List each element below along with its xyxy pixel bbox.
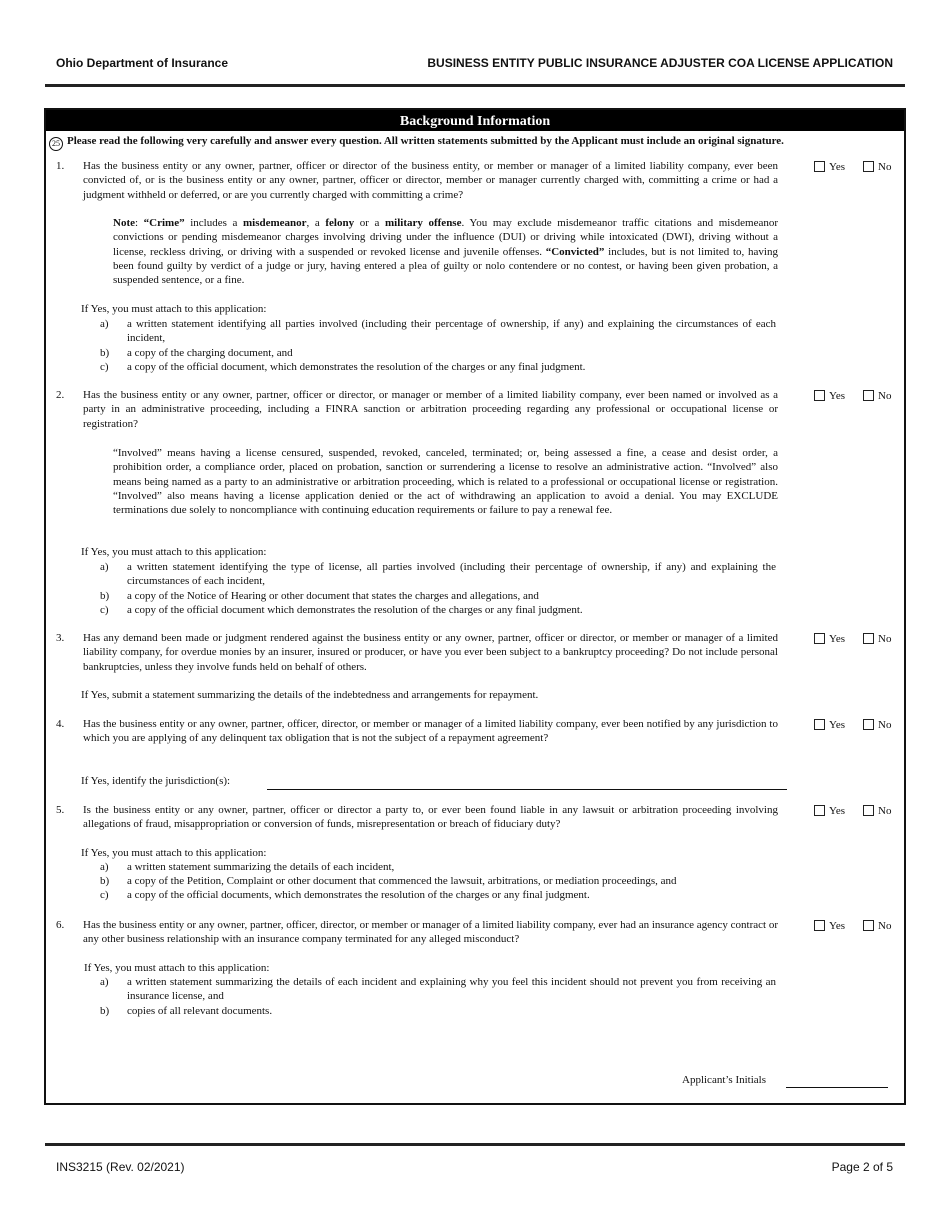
question-6-text: Has the business entity or any owner, partner, officer, director, or member or manager of a limited liability company, ever had an insurance agency contract or any other business relationship with an insurance company terminated for any alleged misconduct? — [83, 919, 778, 946]
item-letter: c) — [100, 604, 109, 616]
no-label: No — [878, 633, 892, 645]
item-letter: c) — [100, 361, 109, 373]
no-label: No — [878, 920, 892, 932]
agency-name: Ohio Department of Insurance — [56, 56, 229, 70]
question-1-text: Has the business entity or any owner, partner, officer or director of the business entity, or member or manager of a limited liability company, ever been convicted of, or is the business entity or any owner, partner, officer or director, member or manager currently charged with, committing a crime or had a judgment withheld or deferred, or are you currently charged with committing a crime? — [83, 160, 778, 201]
item-letter: b) — [100, 590, 110, 602]
question-6-yes-checkbox[interactable] — [814, 920, 825, 931]
yes-label: Yes — [829, 633, 846, 645]
felony-term: felony — [325, 217, 355, 229]
question-5-yes-checkbox[interactable] — [814, 805, 825, 816]
item-text: a written statement summarizing the details of each incident and explaining why you feel this incident should not prevent you from receiving an insurance license, and — [127, 976, 776, 1003]
yes-label: Yes — [829, 805, 846, 817]
question-1-note: Note: “Crime” includes a misdemeanor, a felony or a military offense. You may exclude misdemeanor traffic citations and misdemeanor convictions or pending misdemeanor charges involving driving under the influence (DUI) or driving while intoxicated (DWI), driving without a license, reckless driving, or driving with a suspended or revoked license and juvenile offenses. “Convicted” includes, but is not limited to, having been found guilty by verdict of a judge or jury, having entered a plea of guilty or nolo contendere or no contest, or having been given probation, a suspended sentence, or a fine. — [113, 217, 779, 287]
note-fragment: , a — [306, 217, 326, 229]
question-5-number: 5. — [56, 804, 65, 816]
form-number: INS3215 (Rev. 02/2021) — [56, 1160, 185, 1174]
question-5-if-yes: If Yes, you must attach to this application: — [81, 847, 267, 859]
applicant-initials-label: Applicant’s Initials — [682, 1074, 767, 1086]
footer-divider — [45, 1143, 905, 1146]
question-2-text: Has the business entity or any owner, partner, officer or director, or manager or member of a limited liability company, ever been named or involved as a party in an administrative proceeding, including a FINRA sanction or arbitration proceeding regarding any professional or occupational license or registration? — [83, 389, 778, 430]
question-3-text: Has any demand been made or judgment rendered against the business entity or any owner, partner, officer or director, or member or manager of a limited liability company, for overdue monies by an insurer, insured or producer, or have you ever been subject to a bankruptcy proceeding? Do not include personal bankruptcies, unless they involve funds held on behalf of others. — [83, 632, 778, 673]
note-fragment: includes, but is not limited to, having been found guilty by verdict of a judge or jury, having entered a plea of guilty or nolo contendere or no contest, or having been given probation, a suspended sentence, or a fine. — [113, 245, 778, 287]
item-text: a written statement identifying the type of license, all parties involved (including their percentage of ownership, if any) and explaining the circumstances of each incident, — [127, 561, 776, 588]
question-4-number: 4. — [56, 718, 65, 730]
question-2-yes-checkbox[interactable] — [814, 390, 825, 401]
question-2-if-yes: If Yes, you must attach to this application: — [81, 546, 267, 558]
item-text: a copy of the official document, which demonstrates the resolution of the charges or any final judgment. — [127, 361, 586, 373]
yes-label: Yes — [829, 390, 846, 402]
question-5-text: Is the business entity or any owner, partner, officer or director a party to, or ever been found liable in any lawsuit or arbitration proceeding involving allegations of fraud, misappropriation or conversion of funds, misrepresentation or breach of fiduciary duty? — [83, 804, 778, 831]
background-information-section — [44, 108, 906, 1105]
question-3-if-yes: If Yes, submit a statement summarizing the details of the indebtedness and arrangements for repayment. — [81, 689, 539, 701]
question-4-no-checkbox[interactable] — [863, 719, 874, 730]
no-label: No — [878, 390, 892, 402]
header-divider — [45, 84, 905, 87]
item-letter: a) — [100, 976, 109, 988]
note-label: Note — [113, 217, 135, 229]
applicant-initials-input[interactable] — [786, 1087, 888, 1088]
question-3-answer — [814, 632, 891, 646]
question-4-answer — [814, 718, 891, 732]
item-letter: b) — [100, 1005, 110, 1017]
question-4-text: Has the business entity or any owner, partner, officer, director, or member or manager of a limited liability company, ever been notified by any jurisdiction to which you are applying of any delinquent tax obligation that is not the subject of a repayment agreement? — [83, 718, 778, 745]
no-label: No — [878, 161, 892, 173]
note-fragment: or a — [354, 217, 385, 229]
item-text: a written statement identifying all parties involved (including their percentage of ownership, if any) and explaining the circumstances of each incident, — [127, 318, 776, 345]
page-number: Page 2 of 5 — [831, 1160, 893, 1174]
question-1-answer — [814, 160, 891, 174]
question-5-no-checkbox[interactable] — [863, 805, 874, 816]
crime-term: “Crime” — [143, 217, 185, 229]
question-4-if-yes: If Yes, identify the jurisdiction(s): — [81, 775, 231, 787]
item-letter: a) — [100, 318, 109, 330]
question-1-yes-checkbox[interactable] — [814, 161, 825, 172]
form-title: BUSINESS ENTITY PUBLIC INSURANCE ADJUSTER COA LICENSE APPLICATION — [427, 56, 893, 70]
jurisdiction-input[interactable] — [267, 789, 787, 790]
item-letter: c) — [100, 889, 109, 901]
question-2-answer — [814, 389, 891, 403]
question-1-if-yes: If Yes, you must attach to this application: — [81, 303, 267, 315]
question-6-no-checkbox[interactable] — [863, 920, 874, 931]
item-text: a copy of the Petition, Complaint or other document that commenced the lawsuit, arbitrations, or mediation proceedings, and — [127, 875, 677, 887]
item-text: a written statement summarizing the details of each incident, — [127, 861, 395, 873]
question-5-answer — [814, 804, 891, 818]
item-text: a copy of the charging document, and — [127, 347, 293, 359]
note-fragment: includes a — [184, 217, 243, 229]
military-offense-term: military offense — [385, 217, 462, 229]
question-6-answer — [814, 919, 891, 933]
question-2-number: 2. — [56, 389, 65, 401]
question-2-note: “Involved” means having a license censured, suspended, revoked, canceled, terminated; or, being assessed a fine, a cease and desist order, a prohibition order, a compliance order, placed on probation, sanction or surrendering a license to resolve an administrative action. “Involved” also means being named as a party to an administrative or arbitration proceeding, which is related to a professional or occupational license or registration. “Involved” also means having a license application denied or the act of withdrawing an application to avoid a denial. You may EXCLUDE terminations due solely to noncompliance with continuing education requirements or failure to pay a renewal fee. — [113, 447, 778, 517]
question-4-yes-checkbox[interactable] — [814, 719, 825, 730]
item-letter: a) — [100, 861, 109, 873]
question-6-number: 6. — [56, 919, 65, 931]
misdemeanor-term: misdemeanor — [242, 217, 307, 229]
question-1-no-checkbox[interactable] — [863, 161, 874, 172]
convicted-term: “Convicted” — [545, 245, 605, 258]
question-2-no-checkbox[interactable] — [863, 390, 874, 401]
yes-label: Yes — [829, 920, 846, 932]
question-6-if-yes: If Yes, you must attach to this application: — [84, 962, 270, 974]
yes-label: Yes — [829, 719, 846, 731]
note-fragment: . You may exclude misdemeanor traffic citations and misdemeanor convictions or pending misdemeanor charges involving driving under the influence (DUI) or driving while intoxicated (DWI), driving without a license, reckless driving, or driving with a suspended or revoked license and juvenile offenses. — [113, 217, 779, 258]
item-text: copies of all relevant documents. — [127, 1005, 273, 1017]
no-label: No — [878, 719, 892, 731]
item-text: a copy of the official document which demonstrates the resolution of the charges or any final judgment. — [127, 604, 583, 616]
question-1-number: 1. — [56, 160, 65, 172]
question-3-number: 3. — [56, 632, 65, 644]
item-letter: a) — [100, 561, 109, 573]
section-intro — [49, 134, 892, 151]
question-3-yes-checkbox[interactable] — [814, 633, 825, 644]
question-3-no-checkbox[interactable] — [863, 633, 874, 644]
section-number: 25 — [49, 137, 63, 151]
item-text: a copy of the official documents, which demonstrates the resolution of the charges or any final judgment. — [127, 889, 590, 901]
yes-label: Yes — [829, 161, 846, 173]
intro-text: Please read the following very carefully and answer every question. All written statements submitted by the Applicant must include an original signature. — [67, 135, 784, 147]
no-label: No — [878, 805, 892, 817]
item-text: a copy of the Notice of Hearing or other document that states the charges and allegations, and — [127, 590, 539, 602]
section-title: Background Information — [46, 110, 904, 131]
item-letter: b) — [100, 347, 110, 359]
item-letter: b) — [100, 875, 110, 887]
